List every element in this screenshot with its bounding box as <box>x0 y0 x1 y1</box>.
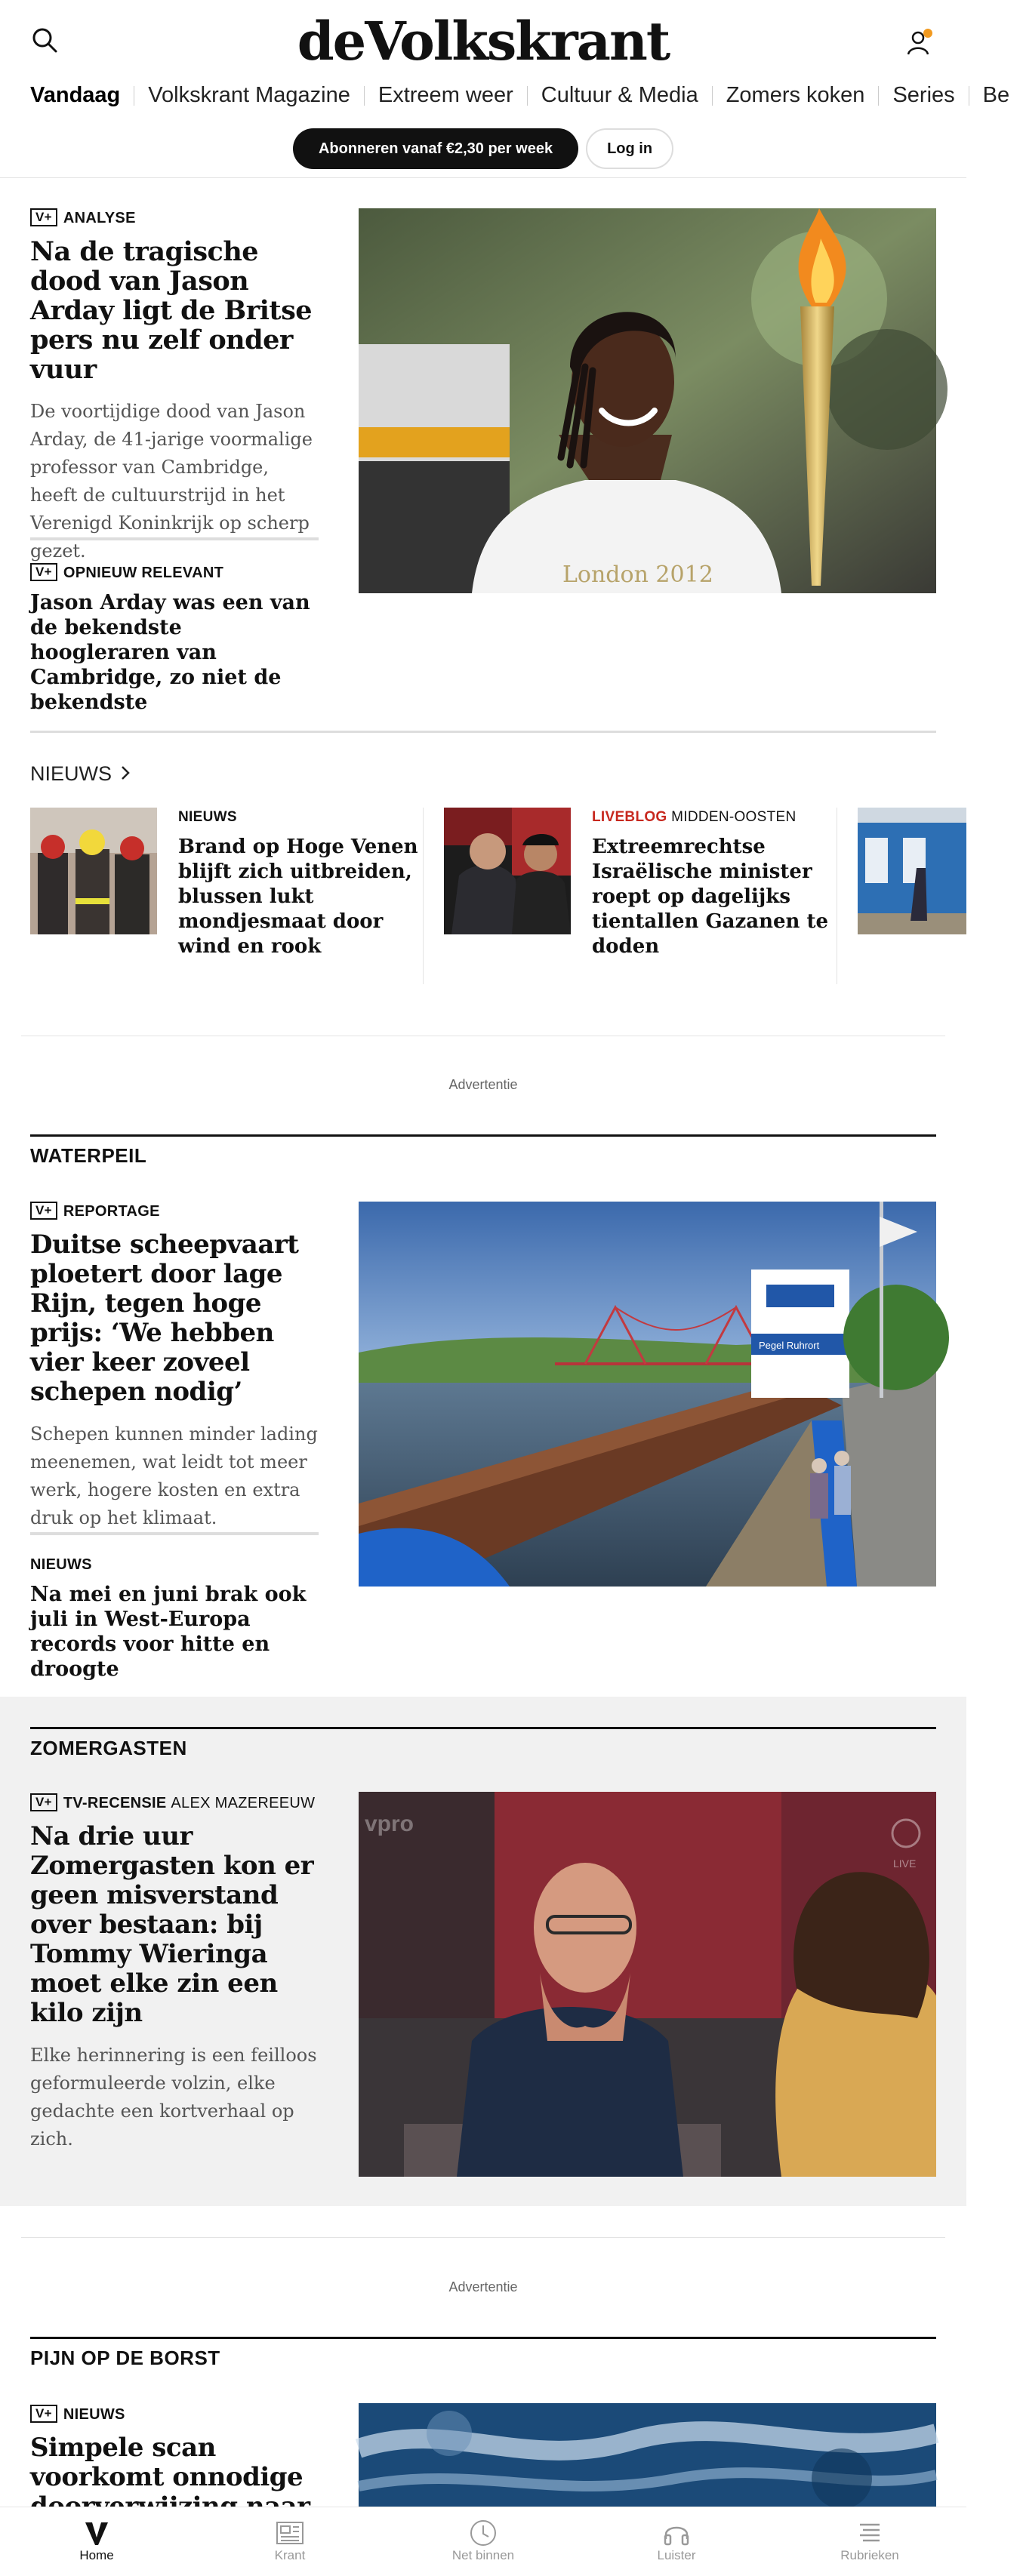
site-header <box>0 0 1010 178</box>
nav-item-zomers-koken[interactable]: Zomers koken <box>726 83 865 107</box>
pijn-story[interactable] <box>30 2405 319 2507</box>
tab-label: Home <box>79 2548 114 2562</box>
advertisement-label: Advertentie <box>448 1077 518 1092</box>
column-divider <box>423 808 424 984</box>
headphones-icon <box>580 2518 773 2548</box>
article-kicker: V+ OPNIEUW RELEVANT <box>30 563 319 583</box>
user-account-icon[interactable] <box>903 26 936 59</box>
section-title-waterpeil[interactable]: WATERPEIL <box>30 1144 147 1167</box>
tab-label: Luister <box>657 2548 696 2562</box>
news-card[interactable] <box>444 808 837 984</box>
nav-item-vandaag[interactable]: Vandaag <box>30 83 121 107</box>
tab-krant[interactable] <box>193 2507 387 2576</box>
zomergasten-story[interactable] <box>30 1793 319 2153</box>
tab-home[interactable] <box>0 2507 193 2576</box>
nav-item-more[interactable]: Be <box>982 83 1010 107</box>
article-headline[interactable]: Jason Arday was een van de bekendste hoogleraren van Cambridge, zo niet de bekendste <box>30 591 310 714</box>
tab-rubrieken[interactable] <box>773 2507 966 2576</box>
tab-label: Krant <box>274 2548 306 2562</box>
top-story[interactable] <box>30 208 319 565</box>
vplus-badge: V+ <box>30 208 57 226</box>
tab-label: Rubrieken <box>840 2548 899 2562</box>
article-kicker: V+ REPORTAGE <box>30 1202 319 1221</box>
waterpeil-story[interactable] <box>30 1202 319 1532</box>
news-card[interactable] <box>30 808 423 984</box>
section-rule <box>30 2337 936 2339</box>
section-title-zomergasten[interactable]: ZOMERGASTEN <box>30 1737 187 1759</box>
article-headline[interactable]: Na de tragische dood van Jason Arday ligt de Britse pers nu zelf onder vuur <box>30 236 313 385</box>
nav-item-cultuur-media[interactable]: Cultuur & Media <box>541 83 698 107</box>
login-button[interactable]: Log in <box>586 128 673 169</box>
svg-text:London 2012: London 2012 <box>562 562 713 588</box>
pijn-image[interactable] <box>359 2403 936 2507</box>
tab-net-binnen[interactable] <box>387 2507 580 2576</box>
article-lead: Elke herinnering is een feilloos geformuleerde volzin, elke gedachte een kortverhaal op zich. <box>30 2045 317 2150</box>
article-kicker: NIEUWS <box>178 809 237 825</box>
article-headline[interactable]: Duitse scheepvaart ploetert door lage Rijn, tegen hoge prijs: ‘We hebben vier keer zoveel schepen nodig’ <box>30 1230 299 1407</box>
news-thumb-ministers <box>444 808 571 934</box>
nav-item-magazine[interactable]: Volkskrant Magazine <box>148 83 350 107</box>
nav-item-extreem-weer[interactable]: Extreem weer <box>377 83 513 107</box>
cta-row <box>0 128 966 169</box>
section-title-pijn[interactable]: PIJN OP DE BORST <box>30 2347 220 2369</box>
article-headline[interactable]: Na drie uur Zomergasten kon er geen misverstand over bestaan: bij Tommy Wieringa moet elke zin een kilo zijn <box>30 1821 314 2028</box>
news-thumb-firefighters <box>30 808 157 934</box>
article-kicker: V+ NIEUWS <box>30 2405 319 2424</box>
article-headline[interactable]: Brand op Hoge Venen blijft zich uitbreiden, blussen lukt mondjesmaat door wind en rook <box>178 836 418 958</box>
newspaper-icon <box>193 2518 387 2548</box>
tab-luister[interactable] <box>580 2507 773 2576</box>
related-story[interactable] <box>30 563 319 715</box>
section-rule <box>30 1727 936 1729</box>
article-headline[interactable]: Na mei en juni brak ook juli in West-Europa records voor hitte en droogte <box>30 1583 307 1681</box>
article-kicker: V+ TV-RECENSIE ALEX MAZEREEUW <box>30 1793 319 1813</box>
vplus-badge: V+ <box>30 1793 57 1811</box>
svg-text:LIVE: LIVE <box>893 1857 917 1870</box>
bottom-tab-bar <box>0 2507 966 2576</box>
vplus-badge: V+ <box>30 1202 57 1220</box>
vplus-badge: V+ <box>30 563 57 581</box>
article-lead: De voortijdige dood van Jason Arday, de 41-jarige voormalige professor van Cambridge, heeft de cultuurstrijd in het Verenigd Koninkrijk op scherp gezet. <box>30 401 313 562</box>
article-kicker: LIVEBLOG MIDDEN-OOSTEN <box>592 809 797 825</box>
zomergasten-image[interactable] <box>359 1792 936 2177</box>
news-section-title[interactable]: NIEUWS <box>30 762 131 786</box>
v-logo-icon <box>0 2518 193 2548</box>
top-story-image[interactable] <box>359 208 936 593</box>
tab-label: Net binnen <box>451 2548 515 2562</box>
article-lead: Schepen kunnen minder lading meenemen, wat leidt tot meer werk, hogere kosten en extra druk op het klimaat. <box>30 1423 318 1528</box>
subscribe-button[interactable]: Abonneren vanaf €2,30 per week <box>293 128 578 169</box>
news-thumb-partial[interactable] <box>858 808 966 934</box>
article-headline[interactable]: Extreemrechtse Israëlische minister roept op dagelijks tientallen Gazanen te doden <box>592 836 829 958</box>
svg-text:vpro: vpro <box>365 1811 414 1836</box>
section-divider <box>30 731 936 733</box>
svg-text:Pegel Ruhrort: Pegel Ruhrort <box>759 1340 820 1351</box>
chevron-right-icon <box>119 763 131 786</box>
article-author: ALEX MAZEREEUW <box>171 1795 316 1811</box>
vplus-badge: V+ <box>30 2405 57 2423</box>
divider <box>21 2237 945 2238</box>
waterpeil-image[interactable] <box>359 1202 936 1587</box>
list-icon <box>773 2518 966 2548</box>
article-kicker: NIEUWS <box>30 1556 92 1573</box>
clock-icon <box>387 2518 580 2548</box>
divider <box>30 1532 319 1535</box>
nav-item-series[interactable]: Series <box>892 83 955 107</box>
article-headline[interactable]: Simpele scan voorkomt onnodige <box>30 2433 304 2492</box>
article-kicker: V+ ANALYSE <box>30 208 319 228</box>
site-logo[interactable]: deVolkskrant <box>297 10 670 72</box>
section-rule <box>30 1134 936 1137</box>
divider <box>30 537 319 540</box>
advertisement-label: Advertentie <box>448 2279 518 2294</box>
related-story[interactable] <box>30 1555 319 1682</box>
main-navigation <box>30 82 1023 112</box>
